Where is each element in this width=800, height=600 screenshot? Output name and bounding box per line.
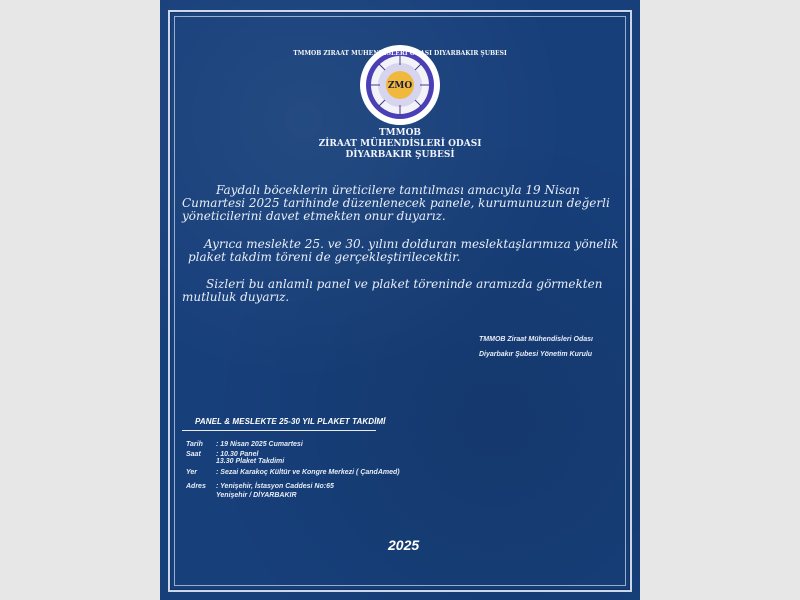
p2-line-1: Ayrıca meslekte 25. ve 30. yılını dolduran meslektaşlarımıza yönelik (204, 237, 619, 251)
organization-header (160, 128, 640, 161)
invitation-paragraph-1 (182, 184, 622, 223)
p1-line-2: Cumartesi 2025 tarihinde düzenlenecek panele, kurumunuzun değerli (182, 196, 610, 210)
zmo-logo-icon (293, 44, 507, 126)
invitation-card (160, 0, 640, 600)
year-label: 2025 (388, 537, 420, 553)
event-title-underline (182, 430, 376, 431)
logo-center-text: ZMO (387, 81, 413, 91)
invitation-paragraph-3 (182, 278, 622, 304)
signature-line-1: TMMOB Ziraat Mühendisleri Odası (479, 336, 593, 343)
p3-line-2: mutluluk duyarız. (182, 290, 290, 304)
detail-place-label: Yer (186, 469, 198, 476)
event-title: PANEL & MESLEKTE 25-30 YIL PLAKET TAKDİMİ (195, 417, 386, 426)
org-line-1: TMMOB (378, 128, 422, 138)
p1-line-1: Faydalı böceklerin üreticilere tanıtılması amacıyla 19 Nisan (216, 183, 580, 197)
p3-line-1: Sizleri bu anlamlı panel ve plaket töreninde aramızda görmekten (206, 277, 603, 291)
detail-place-value: : Sezai Karakoç Kültür ve Kongre Merkezi ( ÇandAmed) (216, 469, 400, 476)
org-line-2: ZİRAAT MÜHENDİSLERİ ODASI (318, 139, 482, 149)
detail-time-value: : 10.30 Panel (216, 451, 259, 458)
detail-address-value-2: Yenişehir / DİYARBAKIR (216, 492, 297, 499)
invitation-paragraph-2 (182, 238, 622, 264)
detail-date-label: Tarih (186, 441, 203, 448)
zmo-logo (293, 44, 507, 126)
detail-address-label: Adres (186, 483, 206, 490)
logo-ring-text: TMMOB ZİRAAT MÜHENDİSLERİ ODASI DİYARBAKIR ŞUBESİ (293, 50, 507, 57)
signature-line-2: Diyarbakır Şubesi Yönetim Kurulu (479, 351, 593, 358)
org-line-3: DİYARBAKIR ŞUBESİ (345, 150, 455, 160)
detail-time-value-2: 13.30 Plaket Takdimi (216, 458, 285, 465)
detail-time-label: Saat (186, 451, 201, 458)
detail-date-value: : 19 Nisan 2025 Cumartesi (216, 441, 303, 448)
detail-address-value: : Yenişehir, İstasyon Caddesi No:65 (216, 483, 334, 490)
p1-line-3: yöneticilerini davet etmekten onur duyarız. (182, 209, 446, 223)
p2-line-2: plaket takdim töreni de gerçekleştirilecektir. (188, 250, 461, 264)
